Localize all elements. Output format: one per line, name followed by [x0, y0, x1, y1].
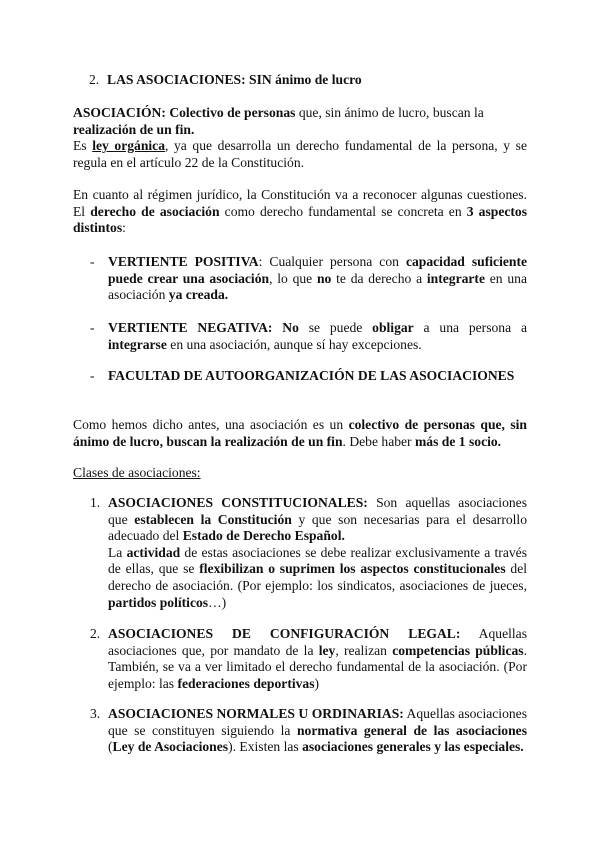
class-item-ordinary [90, 706, 527, 756]
emphasis-text: ASOCIACIONES DE CONFIGURACIÓN LEGAL: [108, 626, 461, 641]
emphasis-text: establecen la Constitución [134, 511, 292, 527]
emphasis-text: ASOCIACIÓN: [73, 105, 170, 120]
emphasis-text: LAS ASOCIACIONES: SIN ánimo de lucro [107, 72, 362, 87]
emphasis-text: flexibilizan o suprimen los aspectos constitucionales [199, 561, 506, 577]
text-run: En cuanto al régimen jurídico, la Constitución va a reconocer algunas cuestiones. El [73, 187, 527, 219]
emphasis-text: 3 aspectos distintos [73, 203, 527, 236]
text-run: y que son necesarias para el desarrollo adecuado del [108, 511, 527, 544]
emphasis-text: no [316, 270, 332, 286]
text-line [73, 187, 527, 237]
summary-paragraph [73, 417, 527, 450]
text-run: : Cualquier persona con [258, 254, 406, 269]
text-line [73, 105, 527, 122]
bullet-negative [90, 320, 527, 353]
text-run: se puede [298, 320, 373, 335]
text-line [73, 465, 527, 482]
emphasis-text: integrarse [108, 336, 167, 352]
text-run: ( [108, 739, 113, 755]
emphasis-text: VERTIENTE NEGATIVA: No [108, 320, 299, 335]
bullet-self-organization [90, 368, 527, 385]
list-number: 1. [90, 495, 101, 510]
text-run: . También, se va a ver limitado el derecho fundamental de la asociación. (Por ejemplo: las [108, 642, 527, 691]
bullet-dash: - [90, 368, 95, 383]
text-line [108, 320, 527, 353]
bullet-dash: - [90, 320, 95, 335]
emphasis-text: obligar [372, 320, 414, 335]
text-line [73, 122, 527, 139]
text-line [73, 72, 527, 89]
text-run: Como hemos dicho antes, una asociación es un [73, 417, 349, 432]
text-run: ). Existen las [228, 739, 303, 755]
text-run: del derecho de asociación. (Por ejemplo: los sindicatos, asociaciones de jueces, [108, 561, 527, 593]
emphasis-text: competencias públicas [392, 642, 524, 658]
text-line [108, 495, 527, 545]
emphasis-text: Ley de Asociaciones [112, 739, 229, 755]
text-run: ) [314, 675, 320, 691]
emphasis-text: ley [318, 642, 336, 658]
legal-regime-paragraph [73, 187, 527, 237]
text-run: , realizan [335, 642, 393, 658]
emphasis-text: colectivo de personas que, sin ánimo de lucro, buscan la realización de un fin [73, 417, 527, 449]
emphasis-text: federaciones deportivas [177, 675, 315, 691]
emphasis-text: ASOCIACIONES CONSTITUCIONALES: [108, 495, 368, 510]
text-run: en una asociación [108, 270, 527, 303]
text-line [108, 368, 527, 385]
text-run: a una persona a [413, 320, 527, 335]
text-run: Aquellas asociaciones que se constituyen siguiendo la [108, 706, 527, 738]
class-item-constitutional [90, 495, 527, 611]
emphasis-text: capacidad suficiente puede crear una asociación [108, 254, 528, 286]
text-line [108, 545, 527, 611]
emphasis-text: Estado de Derecho Español. [182, 528, 345, 544]
emphasis-text: ya creada. [168, 287, 229, 303]
text-run: en una asociación, aunque sí hay excepciones. [166, 336, 422, 352]
emphasis-text: asociaciones generales y las especiales. [302, 739, 524, 755]
emphasis-text: más de 1 socio. [414, 433, 502, 449]
class-item-legal-configuration [90, 626, 527, 692]
text-line [73, 138, 527, 171]
text-run: …) [208, 594, 227, 610]
emphasis-text: ley orgánica [92, 138, 165, 154]
text-run: que, sin ánimo de lucro, buscan la [295, 105, 484, 120]
emphasis-text: Colectivo de personas [169, 105, 296, 120]
text-line [108, 254, 527, 304]
text-run: La [108, 544, 127, 560]
bullet-dash: - [90, 254, 95, 269]
text-run: como derecho fundamental se concreta en [219, 203, 467, 219]
emphasis-text: actividad [126, 544, 181, 560]
text-run: : [122, 220, 126, 236]
section-heading [73, 72, 527, 89]
text-run: . Debe haber [342, 433, 415, 449]
emphasis-text: Clases de asociaciones: [73, 465, 201, 480]
emphasis-text: ASOCIACIONES NORMALES U ORDINARIAS: [108, 706, 404, 721]
text-run: Aquellas asociaciones que, por mandato de la [108, 626, 527, 658]
emphasis-text: integrarte [426, 270, 485, 286]
emphasis-text: FACULTAD DE AUTOORGANIZACIÓN DE LAS ASOCIACIONES [108, 368, 515, 383]
text-line [108, 706, 527, 756]
text-line [108, 626, 527, 692]
text-run: te da derecho a [331, 270, 427, 286]
bullet-positive [90, 254, 528, 304]
text-run: , lo que [269, 270, 317, 286]
text-run: de estas asociaciones se debe realizar exclusivamente a través de ellas, que se [108, 544, 527, 577]
emphasis-text: derecho de asociación [90, 203, 220, 219]
classes-heading [73, 465, 527, 482]
definition-paragraph [73, 105, 527, 171]
text-run: Son aquellas asociaciones que [108, 495, 527, 527]
list-number: 3. [90, 706, 101, 721]
text-run: , ya que desarrolla un derecho fundamental de la persona, y se regula en el artículo 22 de la Constitución. [73, 138, 527, 170]
text-run: Es [73, 138, 93, 154]
list-number: 2. [89, 72, 100, 87]
list-number: 2. [90, 626, 101, 641]
emphasis-text: realización de un fin. [73, 121, 195, 137]
text-line [73, 417, 527, 450]
emphasis-text: normativa general de las asociaciones [296, 722, 527, 738]
emphasis-text: VERTIENTE POSITIVA [108, 254, 259, 269]
emphasis-text: partidos políticos [108, 594, 209, 610]
